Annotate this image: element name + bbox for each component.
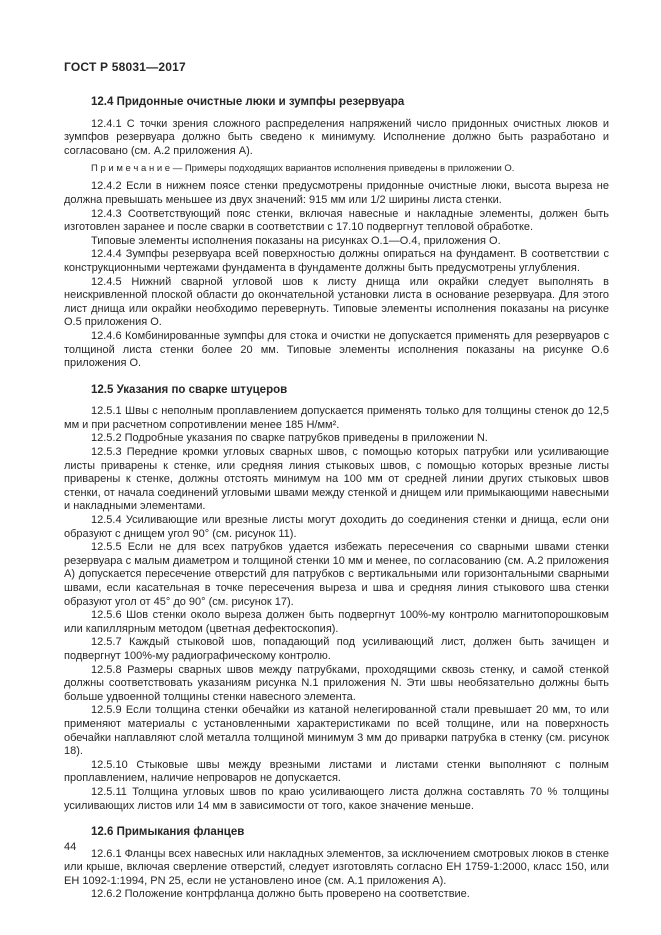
paragraph-12-6-1: 12.6.1 Фланцы всех навесных или накладных элементов, за исключением смотровых люков в стенке или крыше, включая сверление отверстий, следует изготовлять согласно ЕН 1759-1:2000, класс 150, или ЕН 1092-1:1994, PN 25, если не установлено иное (см. А.1 приложения А). <box>64 847 609 887</box>
paragraph-12-5-2: 12.5.2 Подробные указания по сварке патрубков приведены в приложении N. <box>91 432 488 445</box>
document-content <box>64 90 609 902</box>
paragraph-12-5-5: 12.5.5 Если не для всех патрубков удается избежать пересечения со сварными швами стенки резервуара с малым диаметром и толщиной стенки 10 мм и менее, по согласованию (см. А.2 приложения А) допускается пересечение отверстий для патрубков с вертикальными или горизонтальными сварными швами, если касательная в точке пересечения выреза и шва и средняя линия стыкового шва стенки образуют угол от 45° до 90° (см. рисунок 17). <box>64 541 609 608</box>
paragraph-12-5-3: 12.5.3 Передние кромки угловых сварных швов, с помощью которых патрубки или усиливающие листы приварены к стенке, или средняя линия стыковых швов, с помощью которых врезные листы приварены к стенке, должны отстоять минимум на 100 мм от средней линии других стыковых швов стенки, от начала соединений угловыми швами между стенкой и днищем или примыкающими навесными и накладными элементами. <box>64 446 609 513</box>
paragraph-12-5-4: 12.5.4 Усиливающие или врезные листы могут доходить до соединения стенки и днища, если они образуют с днищем угол 90° (см. рисунок 11). <box>64 514 609 540</box>
paragraph-12-5-1: 12.5.1 Швы с неполным проплавлением допускается применять только для толщины стенок до 12,5 мм и при расчетном сопротивлении менее 185 Н/мм². <box>64 405 609 431</box>
paragraph-12-4-6: 12.4.6 Комбинированные зумпфы для стока и очистки не допускается применять для резервуаров с толщиной листа стенки более 20 мм. Типовые элементы исполнения показаны на рисунке О.6 приложения О. <box>64 329 609 370</box>
paragraph-12-6-2: 12.6.2 Положение контрфланца должно быть проверено на соответствие. <box>91 888 470 901</box>
paragraph-12-4-2: 12.4.2 Если в нижнем поясе стенки предусмотрены придонные очистные люки, высота выреза не должна превышать меньшее из двух значений: 915 мм или 1/2 ширины листа стенки. <box>64 180 609 206</box>
paragraph-12-5-6: 12.5.6 Шов стенки около выреза должен быть подвергнут 100%-му контролю магнитопорошковым или капиллярным методом (цветная дефектоскопия). <box>64 609 609 635</box>
paragraph-12-5-8: 12.5.8 Размеры сварных швов между патрубками, проходящими сквозь стенку, и самой стенкой должны соответствовать указаниям рисунка N.1 приложения N. Эти швы необязательно должны быть больше удвоенной толщины стенки навесного элемента. <box>64 663 609 703</box>
section-heading-12-6: 12.6 Примыкания фланцев <box>91 826 245 839</box>
section-heading-12-4: 12.4 Придонные очистные люки и зумпфы резервуара <box>91 96 405 108</box>
paragraph-12-5-7: 12.5.7 Каждый стыковой шов, попадающий под усиливающий лист, должен быть зачищен и подвергнут 100%-му радиографическому контролю. <box>64 636 609 662</box>
document-standard-number: ГОСТ Р 58031—2017 <box>64 60 186 74</box>
section-heading-12-5: 12.5 Указания по сварке штуцеров <box>91 383 288 396</box>
paragraph-12-4-4: 12.4.4 Зумпфы резервуара всей поверхностью должны опираться на фундамент. В соответствии с конструкционными чертежами фундамента в фундаменте должны быть предусмотрены углубления. <box>64 248 609 274</box>
paragraph-12-5-10: 12.5.10 Стыковые швы между врезными листами и листами стенки выполняют с полным проплавлением, наличие непроваров не допускается. <box>64 758 609 785</box>
paragraph-12-4-5: 12.4.5 Нижний сварной угловой шов к листу днища или окрайки следует выполнять в неискривленной плоской области до окончательной установки листа в основание резервуара. Для этого лист днища или окрайки необходимо перевернуть. Типовые элементы исполнения показаны на рисунке О.5 приложения О. <box>64 275 609 329</box>
paragraph-12-4-3-continued: Типовые элементы исполнения показаны на рисунках О.1—О.4, приложения О. <box>91 234 501 247</box>
paragraph-12-4-3: 12.4.3 Соответствующий пояс стенки, включая навесные и накладные элементы, должен быть изготовлен заранее и после сварки в соответствии с 17.10 подвергнут тепловой обработке. <box>64 207 609 234</box>
page-number: 44 <box>64 841 77 853</box>
paragraph-12-4-1: 12.4.1 С точки зрения сложного распределения напряжений число придонных очистных люков и зумпфов резервуара должно быть сведено к минимуму. Исполнение должно быть разработано и согласовано (см. А.2 приложения А). <box>64 117 609 157</box>
note-paragraph: П р и м е ч а н и е — Примеры подходящих вариантов исполнения приведены в приложении О. <box>91 163 515 175</box>
paragraph-12-5-11: 12.5.11 Толщина угловых швов по краю усиливающего листа должна составлять 70 % толщины усиливающих листов или 14 мм в зависимости от того, какое значение меньше. <box>64 785 609 812</box>
paragraph-12-5-9: 12.5.9 Если толщина стенки обечайки из катаной нелегированной стали превышает 20 мм, то или применяют материалы с установленными характеристиками по всей толщине, или на поверхность обечайки наплавляют слой металла толщиной минимум 3 мм до приварки патрубка в стенку (см. рисунок 18). <box>64 704 609 758</box>
